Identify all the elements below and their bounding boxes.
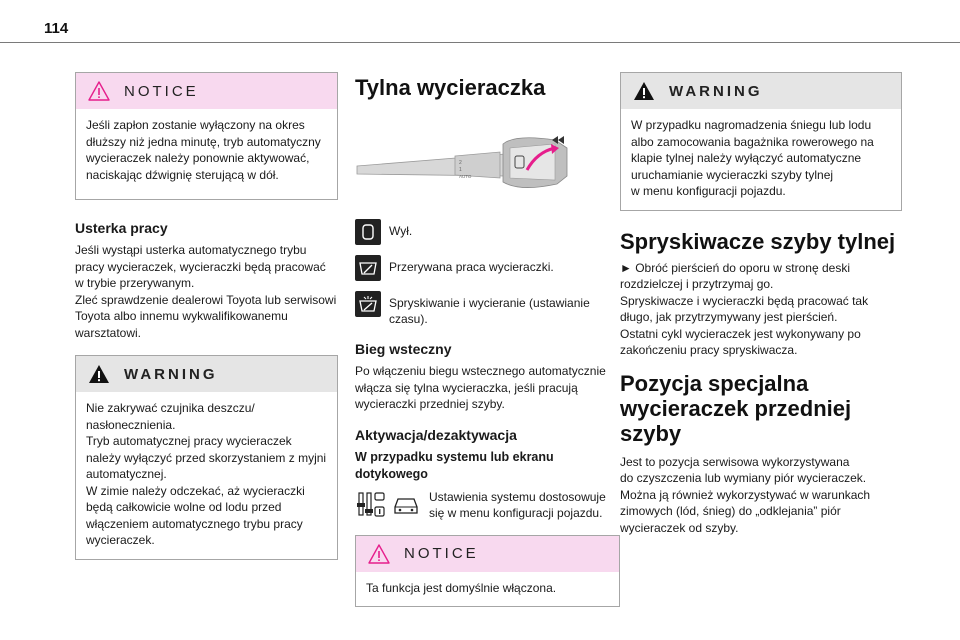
special-text: Jest to pozycja serwisowa wykorzystywana do czyszczenia lub wymiany piór wycieraczek. Można ją również wykorzystywać w warunkach zimowych (lód, śnieg) do „odklejania” piór wycieraczek od szyby.	[620, 454, 871, 535]
washers-title: Spryskiwacze szyby tylnej	[620, 228, 896, 254]
warning-box-right	[620, 72, 902, 211]
notice-label: NOTICE	[124, 82, 199, 100]
notice-box	[75, 72, 338, 200]
warning-body	[621, 109, 901, 210]
mode-washer-text: Spryskiwanie i wycieranie (ustawianie czasu).	[389, 296, 590, 326]
column-right	[620, 72, 902, 536]
wiper-intermittent-icon	[355, 255, 381, 281]
warning-body	[76, 392, 337, 559]
notice-text: Jeśli zapłon zostanie wyłączony na okres dłuższy niż jedna minutę, tryb automatyczny wycieraczek należy ponownie aktywować, naciskając dźwignię sterującą w dół.	[86, 118, 321, 182]
vehicle-config-icon	[391, 489, 421, 519]
special-section	[620, 371, 902, 537]
activation-title: Aktywacja/dezaktywacja	[355, 426, 517, 443]
notice-label: NOTICE	[404, 545, 479, 562]
fault-text: Jeśli wystąpi usterka automatycznego trybu pracy wycieraczek, wycieraczki będą pracować w trybie przerywanym. Zleć sprawdzenie dealerowi Toyota lub serwisowi Toyota albo innemu wykwalifikowanemu warsztatowi.	[75, 243, 337, 340]
reverse-text: Po włączeniu biegu wstecznego automatycznie włącza się tylna wycieraczka, jeśli pracują wycieraczki przedniej szyby.	[355, 364, 606, 411]
svg-text:AUTO: AUTO	[459, 174, 472, 179]
reverse-section	[355, 341, 620, 413]
notice-box-middle	[355, 535, 620, 608]
notice-triangle-icon	[88, 81, 110, 101]
wiper-off-icon	[355, 219, 381, 245]
mode-off-text: Wył.	[389, 224, 413, 238]
notice-body	[356, 572, 619, 607]
washers-section	[620, 229, 902, 359]
fault-title: Usterka pracy	[75, 220, 168, 236]
activation-row	[355, 489, 620, 521]
notice-triangle-icon	[368, 544, 390, 564]
warning-triangle-icon	[633, 81, 655, 101]
rear-wiper-title: Tylna wycieraczka	[355, 75, 546, 100]
svg-text:1: 1	[459, 167, 462, 173]
reverse-title: Bieg wsteczny	[355, 341, 452, 357]
activation-section	[355, 427, 620, 521]
washers-text: ► Obróć pierścień do oporu w stronę deski rozdzielczej i przytrzymaj go. Spryskiwacze i wycieraczki będą pracować tak długo, jak przytrzymywany jest pierścień. Ostatni cykl wycieraczek jest wykonywany po zakończeniu pracy spryskiwacza.	[620, 260, 869, 357]
wiper-washer-icon	[355, 291, 381, 317]
svg-text:2: 2	[459, 160, 462, 166]
warning-label: WARNING	[669, 82, 763, 100]
warning-text: Nie zakrywać czujnika deszczu/ nasłonecznienia. Tryb automatycznej pracy wycieraczek należy wyłączyć przed skorzystaniem z myjni automatycznej. W zimie należy odczekać, aż wycieraczki będą całkowicie wolne od lodu przed włączeniem automatycznego trybu pracy wycieraczek.	[86, 401, 327, 547]
column-left	[75, 72, 338, 560]
activation-subtitle: W przypadku systemu lub ekranu dotykowego	[355, 449, 554, 481]
warning-text: W przypadku nagromadzenia śniegu lub lodu albo zamocowania bagażnika rowerowego na klapie tylnej należy wyłączyć automatyczne uruchamianie wycieraczki szyby tylnej w menu konfiguracji pojazdu.	[631, 118, 874, 198]
list-item	[355, 219, 620, 245]
warning-triangle-icon	[88, 364, 110, 384]
activation-text: Ustawienia systemu dostosowuje się w menu konfiguracji pojazdu.	[429, 489, 606, 520]
list-item	[355, 291, 620, 327]
notice-body	[76, 109, 337, 199]
warning-header	[76, 356, 337, 392]
notice-header	[76, 73, 337, 109]
header-divider	[0, 42, 960, 43]
special-title: Pozycja specjalna wycieraczek przedniej szyby	[620, 370, 852, 446]
column-middle	[355, 72, 620, 607]
notice-text: Ta funkcja jest domyślnie włączona.	[366, 580, 557, 595]
page-number: 114	[44, 20, 69, 37]
mode-intermittent-text: Przerywana praca wycieraczki.	[389, 260, 554, 274]
wiper-stalk-illustration	[355, 114, 577, 202]
list-item	[355, 255, 620, 281]
mode-list	[355, 219, 620, 327]
settings-sliders-icon	[355, 489, 385, 519]
warning-label: WARNING	[124, 365, 218, 383]
warning-header	[621, 73, 901, 109]
fault-section	[75, 220, 338, 341]
notice-header	[356, 536, 619, 572]
warning-box	[75, 355, 338, 560]
